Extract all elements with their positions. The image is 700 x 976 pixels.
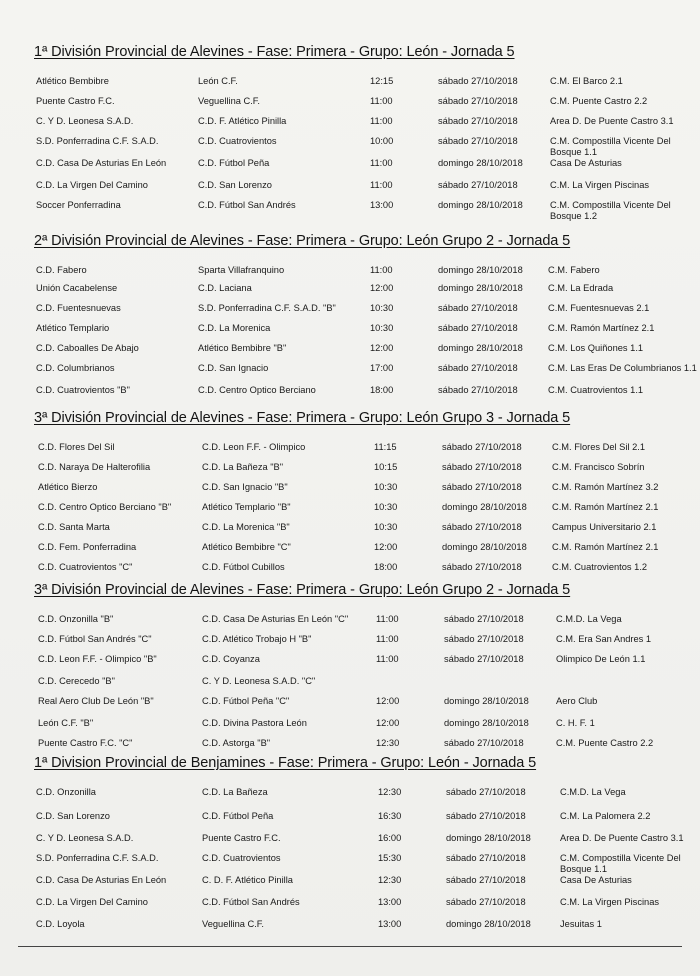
venue-cell: C.M. Puente Castro 2.2	[550, 96, 648, 106]
venue-cell: Olimpico De León 1.1	[556, 654, 646, 664]
home-cell: C.D. Naraya De Halterofilia	[38, 462, 151, 472]
away-cell: C.D. Fútbol Peña	[198, 158, 270, 168]
home-cell: C.D. Onzonilla "B"	[38, 614, 114, 624]
away-cell: Sparta Villafranquino	[198, 265, 285, 275]
venue-cell: C.M. Fuentesnuevas 2.1	[548, 303, 650, 313]
home-cell: C.D. Onzonilla	[36, 787, 96, 797]
date-cell: sábado 27/10/2018	[446, 897, 526, 907]
venue-cell: C.M. Fabero	[548, 265, 600, 275]
time-cell: 12:00	[370, 343, 394, 353]
venue-cell: C.M. La Virgen Piscinas	[560, 897, 660, 907]
date-cell: domingo 28/10/2018	[444, 696, 529, 706]
home-cell: C.D. Centro Optico Berciano "B"	[38, 502, 172, 512]
time-cell: 17:00	[370, 363, 394, 373]
match-row	[0, 283, 700, 301]
home-cell: S.D. Ponferradina C.F. S.A.D.	[36, 853, 159, 863]
venue-cell: C.M. Ramón Martínez 2.1	[552, 542, 659, 552]
time-cell: 10:30	[374, 502, 398, 512]
match-row	[0, 562, 700, 580]
match-row	[0, 522, 700, 540]
away-cell: C.D. San Lorenzo	[198, 180, 272, 190]
match-row	[0, 343, 700, 361]
venue-cell: C.M. Era San Andres 1	[556, 634, 652, 644]
time-cell: 12:30	[378, 875, 402, 885]
time-cell: 13:00	[370, 200, 394, 210]
match-row	[0, 676, 700, 694]
time-cell: 11:00	[370, 96, 393, 106]
match-row	[0, 180, 700, 198]
time-cell: 12:00	[376, 696, 400, 706]
venue-cell: C.M. La Virgen Piscinas	[550, 180, 650, 190]
date-cell: sábado 27/10/2018	[446, 875, 526, 885]
venue-cell: C. H. F. 1	[556, 718, 595, 728]
date-cell: domingo 28/10/2018	[446, 833, 531, 843]
away-cell: C.D. Centro Optico Berciano	[198, 385, 316, 395]
venue-cell: C.M. Compostilla Vicente Del Bosque 1.2	[550, 200, 671, 221]
section-title: 2ª División Provincial de Alevines - Fase: Primera - Grupo: León Grupo 2 - Jornada 5	[34, 233, 571, 249]
home-cell: Atlético Bembibre	[36, 76, 109, 86]
home-cell: C. Y D. Leonesa S.A.D.	[36, 116, 134, 126]
home-cell: C.D. Columbrianos	[36, 363, 115, 373]
time-cell: 10:30	[370, 323, 394, 333]
home-cell: C.D. Cuatrovientos "B"	[36, 385, 130, 395]
home-cell: C.D. Flores Del Sil	[38, 442, 115, 452]
away-cell: Veguellina C.F.	[198, 96, 261, 106]
venue-cell: C.M. Francisco Sobrín	[552, 462, 645, 472]
match-row	[0, 542, 700, 560]
time-cell: 11:00	[376, 654, 399, 664]
away-cell: Puente Castro F.C.	[202, 833, 281, 843]
match-row	[0, 363, 700, 381]
venue-cell: C.M. Compostilla Vicente Del Bosque 1.1	[550, 136, 671, 157]
date-cell: sábado 27/10/2018	[442, 562, 522, 572]
date-cell: sábado 27/10/2018	[438, 363, 518, 373]
away-cell: C.D. Cuatrovientos	[202, 853, 281, 863]
home-cell: C.D. Fuentesnuevas	[36, 303, 121, 313]
home-cell: C.D. Caboalles De Abajo	[36, 343, 139, 353]
match-row	[0, 323, 700, 341]
time-cell: 15:30	[378, 853, 402, 863]
match-row	[0, 76, 700, 94]
match-row	[0, 811, 700, 829]
date-cell: domingo 28/10/2018	[438, 265, 523, 275]
away-cell: León C.F.	[198, 76, 238, 86]
away-cell: Atlético Templario "B"	[202, 502, 291, 512]
date-cell: sábado 27/10/2018	[438, 303, 518, 313]
time-cell: 12:15	[370, 76, 394, 86]
away-cell: C.D. La Bañeza "B"	[202, 462, 284, 472]
time-cell: 12:00	[376, 718, 400, 728]
time-cell: 11:00	[376, 634, 399, 644]
match-row	[0, 897, 700, 915]
match-row	[0, 696, 700, 714]
match-row	[0, 482, 700, 500]
home-cell: Real Aero Club De León "B"	[38, 696, 154, 706]
match-row	[0, 303, 700, 321]
away-cell: C.D. Divina Pastora León	[202, 718, 307, 728]
venue-cell: C.M. La Edrada	[548, 283, 614, 293]
venue-cell: C.M. Ramón Martínez 3.2	[552, 482, 659, 492]
time-cell: 11:00	[370, 158, 393, 168]
time-cell: 10:00	[370, 136, 394, 146]
time-cell: 11:00	[370, 116, 393, 126]
away-cell: S.D. Ponferradina C.F. S.A.D. "B"	[198, 303, 336, 313]
venue-cell: C.M. Ramón Martínez 2.1	[548, 323, 655, 333]
away-cell: C.D. La Morenica "B"	[202, 522, 290, 532]
venue-cell: C.M. Cuatrovientos 1.1	[548, 385, 644, 395]
venue-cell: C.M. Cuatrovientos 1.2	[552, 562, 648, 572]
date-cell: domingo 28/10/2018	[438, 200, 523, 210]
home-cell: C.D. La Virgen Del Camino	[36, 897, 148, 907]
away-cell: C.D. La Bañeza	[202, 787, 268, 797]
venue-cell: C.M.D. La Vega	[556, 614, 622, 624]
match-row	[0, 136, 700, 157]
date-cell: domingo 28/10/2018	[442, 502, 527, 512]
match-row	[0, 200, 700, 221]
date-cell: sábado 27/10/2018	[442, 482, 522, 492]
venue-cell: Casa De Asturias	[550, 158, 622, 168]
match-row	[0, 96, 700, 114]
date-cell: sábado 27/10/2018	[446, 853, 526, 863]
home-cell: Atlético Templario	[36, 323, 110, 333]
home-cell: C.D. Santa Marta	[38, 522, 110, 532]
match-row	[0, 853, 700, 874]
date-cell: domingo 28/10/2018	[438, 343, 523, 353]
venue-cell: Aero Club	[556, 696, 598, 706]
match-row	[0, 116, 700, 134]
date-cell: sábado 27/10/2018	[438, 385, 518, 395]
match-row	[0, 502, 700, 520]
time-cell: 16:00	[378, 833, 402, 843]
away-cell: Atlético Bembibre "C"	[202, 542, 291, 552]
venue-cell: Casa De Asturias	[560, 875, 632, 885]
home-cell: C. Y D. Leonesa S.A.D.	[36, 833, 134, 843]
match-row	[0, 919, 700, 937]
time-cell: 11:00	[370, 180, 393, 190]
match-row	[0, 614, 700, 632]
venue-cell: C.M. Compostilla Vicente Del Bosque 1.1	[560, 853, 681, 874]
match-row	[0, 385, 700, 403]
match-row	[0, 718, 700, 736]
venue-cell: C.M. Puente Castro 2.2	[556, 738, 654, 748]
venue-cell: C.M. La Palomera 2.2	[560, 811, 651, 821]
home-cell: C.D. La Virgen Del Camino	[36, 180, 148, 190]
away-cell: Atlético Bembibre "B"	[198, 343, 287, 353]
date-cell: sábado 27/10/2018	[438, 76, 518, 86]
venue-cell: C.M. Los Quiñones 1.1	[548, 343, 644, 353]
date-cell: sábado 27/10/2018	[438, 136, 518, 146]
away-cell: C.D. Fútbol Peña "C"	[202, 696, 290, 706]
home-cell: C.D. Fútbol San Andrés "C"	[38, 634, 152, 644]
home-cell: C.D. Fabero	[36, 265, 87, 275]
match-row	[0, 158, 700, 176]
date-cell: sábado 27/10/2018	[444, 614, 524, 624]
venue-cell: C.M. El Barco 2.1	[550, 76, 623, 86]
time-cell: 12:00	[374, 542, 398, 552]
match-row	[0, 265, 700, 283]
away-cell: C.D. La Morenica	[198, 323, 271, 333]
away-cell: C.D. Casa De Asturias En León "C"	[202, 614, 349, 624]
home-cell: C.D. Cuatrovientos "C"	[38, 562, 133, 572]
date-cell: sábado 27/10/2018	[444, 634, 524, 644]
away-cell: C.D. Leon F.F. - Olimpico	[202, 442, 306, 452]
venue-cell: C.M.D. La Vega	[560, 787, 626, 797]
away-cell: C.D. Atlético Trobajo H "B"	[202, 634, 312, 644]
date-cell: domingo 28/10/2018	[438, 158, 523, 168]
time-cell: 11:00	[370, 265, 393, 275]
time-cell: 10:30	[374, 482, 398, 492]
time-cell: 18:00	[374, 562, 398, 572]
section-title: 3ª División Provincial de Alevines - Fase: Primera - Grupo: León Grupo 2 - Jornada 5	[34, 582, 571, 598]
time-cell: 12:30	[376, 738, 400, 748]
date-cell: sábado 27/10/2018	[446, 811, 526, 821]
home-cell: Soccer Ponferradina	[36, 200, 121, 210]
away-cell: Veguellina C.F.	[202, 919, 265, 929]
home-cell: C.D. Casa De Asturias En León	[36, 875, 167, 885]
date-cell: sábado 27/10/2018	[438, 180, 518, 190]
home-cell: C.D. San Lorenzo	[36, 811, 110, 821]
match-row	[0, 654, 700, 672]
date-cell: sábado 27/10/2018	[444, 738, 524, 748]
date-cell: sábado 27/10/2018	[438, 116, 518, 126]
venue-cell: Area D. De Puente Castro 3.1	[560, 833, 684, 843]
date-cell: domingo 28/10/2018	[444, 718, 529, 728]
date-cell: domingo 28/10/2018	[438, 283, 523, 293]
match-row	[0, 738, 700, 756]
home-cell: C.D. Cerecedo "B"	[38, 676, 115, 686]
date-cell: domingo 28/10/2018	[446, 919, 531, 929]
date-cell: sábado 27/10/2018	[446, 787, 526, 797]
home-cell: Puente Castro F.C. "C"	[38, 738, 133, 748]
match-row	[0, 462, 700, 480]
away-cell: C.D. Astorga "B"	[202, 738, 271, 748]
home-cell: C.D. Loyola	[36, 919, 85, 929]
time-cell: 10:15	[374, 462, 398, 472]
date-cell: sábado 27/10/2018	[444, 654, 524, 664]
time-cell: 13:00	[378, 919, 402, 929]
time-cell: 10:30	[370, 303, 394, 313]
match-row	[0, 833, 700, 851]
home-cell: C.D. Fem. Ponferradina	[38, 542, 137, 552]
date-cell: sábado 27/10/2018	[438, 96, 518, 106]
time-cell: 16:30	[378, 811, 402, 821]
home-cell: C.D. Casa De Asturias En León	[36, 158, 167, 168]
time-cell: 18:00	[370, 385, 394, 395]
home-cell: Unión Cacabelense	[36, 283, 118, 293]
date-cell: sábado 27/10/2018	[442, 462, 522, 472]
away-cell: C.D. Fútbol San Andrés	[198, 200, 296, 210]
match-row	[0, 634, 700, 652]
venue-cell: Campus Universitario 2.1	[552, 522, 657, 532]
away-cell: C. Y D. Leonesa S.A.D. "C"	[202, 676, 316, 686]
home-cell: Atlético Bierzo	[38, 482, 98, 492]
away-cell: C.D. F. Atlético Pinilla	[198, 116, 287, 126]
home-cell: Puente Castro F.C.	[36, 96, 115, 106]
away-cell: C.D. San Ignacio	[198, 363, 269, 373]
away-cell: C. D. F. Atlético Pinilla	[202, 875, 293, 885]
venue-cell: C.M. Flores Del Sil 2.1	[552, 442, 645, 452]
home-cell: S.D. Ponferradina C.F. S.A.D.	[36, 136, 159, 146]
venue-cell: C.M. Las Eras De Columbrianos 1.1	[548, 363, 697, 373]
match-row	[0, 787, 700, 805]
away-cell: C.D. Cuatrovientos	[198, 136, 277, 146]
venue-cell: C.M. Ramón Martínez 2.1	[552, 502, 659, 512]
section-title: 3ª División Provincial de Alevines - Fase: Primera - Grupo: León Grupo 3 - Jornada 5	[34, 410, 571, 426]
home-cell: C.D. Leon F.F. - Olimpico "B"	[38, 654, 157, 664]
away-cell: C.D. Fútbol Peña	[202, 811, 274, 821]
away-cell: C.D. Fútbol Cubillos	[202, 562, 285, 572]
venue-cell: Jesuitas 1	[560, 919, 602, 929]
time-cell: 11:00	[376, 614, 399, 624]
date-cell: sábado 27/10/2018	[442, 522, 522, 532]
date-cell: sábado 27/10/2018	[438, 323, 518, 333]
section-title: 1ª División Provincial de Alevines - Fase: Primera - Grupo: León - Jornada 5	[34, 44, 515, 60]
away-cell: C.D. Coyanza	[202, 654, 260, 664]
time-cell: 10:30	[374, 522, 398, 532]
time-cell: 13:00	[378, 897, 402, 907]
venue-cell: Area D. De Puente Castro 3.1	[550, 116, 674, 126]
date-cell: domingo 28/10/2018	[442, 542, 527, 552]
match-row	[0, 442, 700, 460]
match-row	[0, 875, 700, 893]
date-cell: sábado 27/10/2018	[442, 442, 522, 452]
section-title: 1ª Division Provincial de Benjamines - Fase: Primera - Grupo: León - Jornada 5	[34, 755, 537, 771]
away-cell: C.D. Laciana	[198, 283, 252, 293]
time-cell: 12:00	[370, 283, 394, 293]
away-cell: C.D. San Ignacio "B"	[202, 482, 288, 492]
home-cell: León C.F. "B"	[38, 718, 94, 728]
time-cell: 11:15	[374, 442, 397, 452]
away-cell: C.D. Fútbol San Andrés	[202, 897, 300, 907]
bottom-rule	[18, 946, 682, 947]
time-cell: 12:30	[378, 787, 402, 797]
